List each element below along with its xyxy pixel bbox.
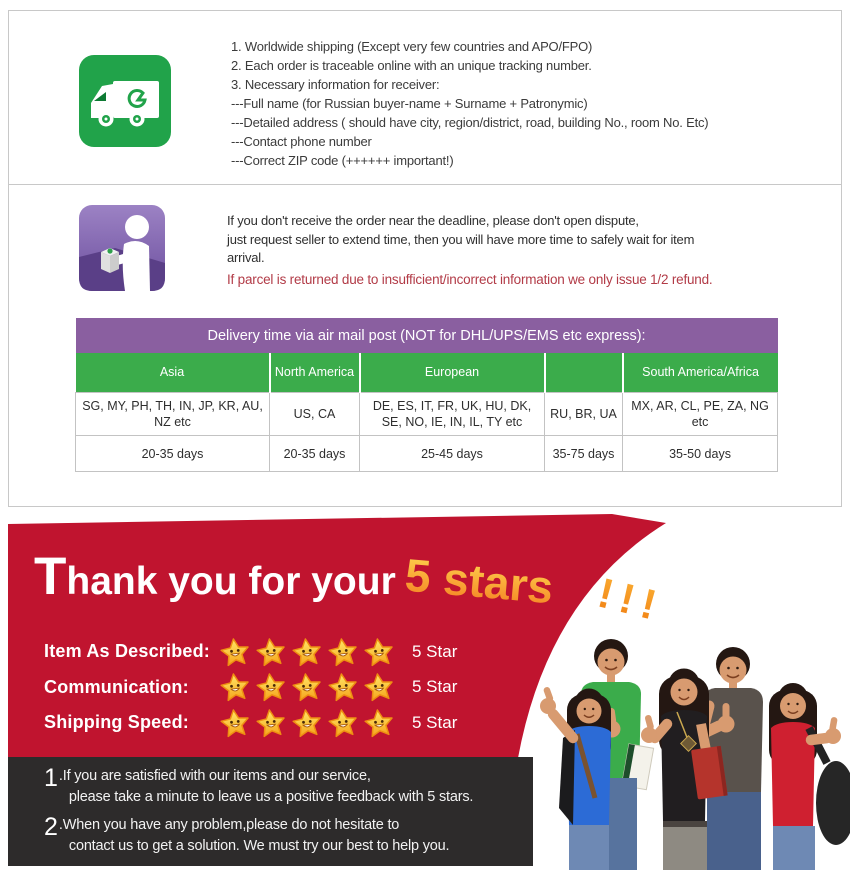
rating-row xyxy=(44,670,457,706)
students-thumbs-up-photo xyxy=(515,598,850,870)
star-icon xyxy=(254,635,287,668)
shipping-line: 1. Worldwide shipping (Except very few countries and APO/FPO) xyxy=(231,39,593,54)
shipping-line: ---Full name (for Russian buyer-name + Surname + Patronymic) xyxy=(231,96,588,111)
region-header: Asia xyxy=(76,353,270,393)
countries-cell: MX, AR, CL, PE, ZA, NG etc xyxy=(623,393,778,436)
star-icon xyxy=(362,635,395,668)
five-stars-title: 5 stars xyxy=(403,548,556,614)
days-row xyxy=(76,436,778,472)
feedback-text xyxy=(59,766,473,808)
person-package-icon xyxy=(79,205,165,291)
shipping-line: ---Detailed address ( should have city, region/district, road, building No., room No. Etc) xyxy=(231,115,709,130)
feedback-number: 1 xyxy=(44,764,58,792)
shipping-line: 3. Necessary information for receiver: xyxy=(231,77,440,92)
region-header: European xyxy=(360,353,545,393)
feedback-panel xyxy=(8,757,533,866)
region-header: South America/Africa xyxy=(623,353,778,393)
star-icon xyxy=(326,635,359,668)
refund-warning: If parcel is returned due to insufficient/incorrect information we only issue 1/2 refund. xyxy=(227,272,713,287)
rating-label: Shipping Speed: xyxy=(44,712,189,733)
truck-icon xyxy=(79,55,171,147)
countries-cell: US, CA xyxy=(270,393,360,436)
days-cell: 20-35 days xyxy=(76,436,270,472)
star-icon xyxy=(254,706,287,739)
countries-row xyxy=(76,393,778,436)
countries-cell: RU, BR, UA xyxy=(545,393,623,436)
rating-label: Item As Described: xyxy=(44,641,210,662)
student-blue-top xyxy=(540,686,611,870)
feedback-number: 2 xyxy=(44,813,58,841)
star-icon xyxy=(218,671,251,704)
delivery-table xyxy=(75,318,778,472)
days-cell: 25-45 days xyxy=(360,436,545,472)
region-header: North America xyxy=(270,353,360,393)
region-header-row xyxy=(76,353,778,393)
star-icon xyxy=(218,706,251,739)
rating-label: Communication: xyxy=(44,676,189,697)
rating-row xyxy=(44,634,457,670)
rating-value: 5 Star xyxy=(412,641,458,661)
feedback-line: .If you are satisfied with our items and our service, xyxy=(58,768,371,784)
promo-banner xyxy=(0,510,850,883)
dispute-line: just request seller to extend time, then you will have more time to safely wait for item xyxy=(227,231,695,247)
feedback-line: contact us to get a solution. We must try our best to help you. xyxy=(68,838,450,854)
feedback-text xyxy=(59,815,449,857)
rating-value: 5 Star xyxy=(412,677,458,697)
star-icon xyxy=(218,635,251,668)
star-icon xyxy=(290,635,323,668)
countries-cell: SG, MY, PH, TH, IN, JP, KR, AU, NZ etc xyxy=(76,393,270,436)
section-divider xyxy=(9,184,841,185)
dispute-notes xyxy=(227,212,694,268)
feedback-item xyxy=(44,766,533,808)
countries-cell: DE, ES, IT, FR, UK, HU, DK, SE, NO, IE, IN, IL, TY etc xyxy=(360,393,545,436)
student-red-top xyxy=(769,683,850,870)
rating-value: 5 Star xyxy=(412,712,458,732)
region-header xyxy=(545,353,623,393)
rating-stars xyxy=(220,708,396,738)
rating-stars xyxy=(220,672,396,702)
star-icon xyxy=(362,671,395,704)
delivery-table-title: Delivery time via air mail post (NOT for DHL/UPS/EMS etc express): xyxy=(76,318,778,353)
rating-row xyxy=(44,705,457,741)
days-cell: 35-75 days xyxy=(545,436,623,472)
rating-stars xyxy=(220,637,396,667)
days-cell: 35-50 days xyxy=(623,436,778,472)
info-box xyxy=(8,10,842,507)
dispute-line: arrival. xyxy=(227,250,265,265)
shipping-line: ---Correct ZIP code (++++++ important!) xyxy=(231,153,454,168)
dispute-line: If you don't receive the order near the deadline, please don't open dispute, xyxy=(227,213,639,228)
feedback-line: .When you have any problem,please do not hesitate to xyxy=(58,817,400,833)
star-icon xyxy=(326,671,359,704)
feedback-line: please take a minute to leave us a positive feedback with 5 stars. xyxy=(68,789,474,805)
star-icon xyxy=(362,706,395,739)
ratings-list xyxy=(44,634,457,741)
shipping-line: 2. Each order is traceable online with an unique tracking number. xyxy=(231,58,592,73)
shipping-notes xyxy=(231,37,708,170)
feedback-item xyxy=(44,815,533,857)
thankyou-title: Thank you for your xyxy=(34,547,396,606)
star-icon xyxy=(290,671,323,704)
star-icon xyxy=(326,706,359,739)
exclamation-marks: !!! xyxy=(593,568,669,631)
star-icon xyxy=(254,671,287,704)
days-cell: 20-35 days xyxy=(270,436,360,472)
star-icon xyxy=(290,706,323,739)
shipping-line: ---Contact phone number xyxy=(231,134,372,149)
